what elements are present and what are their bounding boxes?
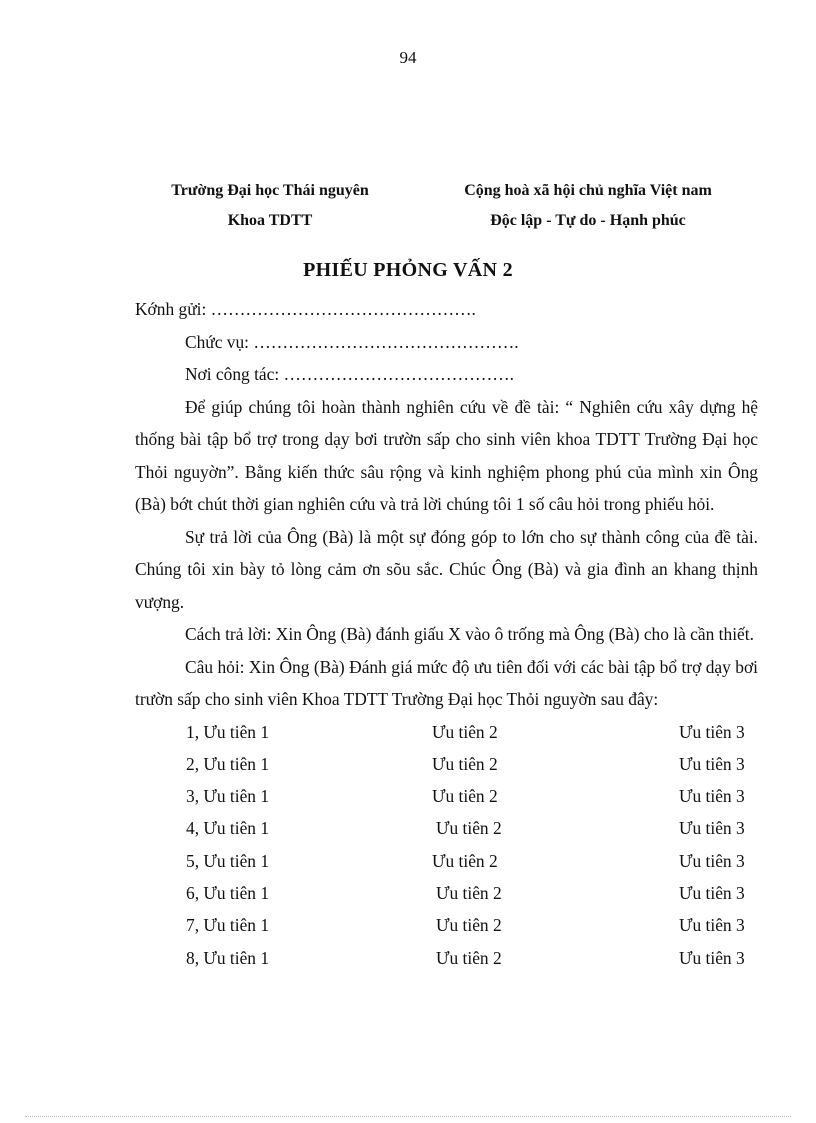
priority-1: 3, Ưu tiên 1 — [186, 786, 270, 807]
option-row — [135, 909, 758, 941]
paragraph-thanks: Sự trả lời của Ông (Bà) là một sự đóng góp to lớn cho sự thành công của đề tài. Chúng tôi xin bày tỏ lòng cảm ơn sõu sắc. Chúc Ông (Bà) và gia đình an khang thịnh vượng. — [135, 526, 758, 612]
paragraph-instructions: Cách trả lời: Xin Ông (Bà) đánh giấu X vào ô trống mà Ông (Bà) cho là cần thiết. — [185, 624, 754, 644]
national-title: Cộng hoà xã hội chủ nghĩa Việt nam — [464, 182, 712, 199]
option-row — [135, 942, 758, 974]
priority-3: Ưu tiên 3 — [679, 818, 745, 839]
field-workplace: Nơi công tác: …………………………………. — [185, 364, 514, 384]
priority-3: Ưu tiên 3 — [679, 947, 745, 968]
paragraph-intro: Để giúp chúng tôi hoàn thành nghiên cứu về đề tài: “ Nghiên cứu xây dựng hệ thống bài tập bổ trợ trong dạy bơi trườn sấp cho sinh viên khoa TDTT Trường Đại học Thỏi nguyờn”. Bằng kiến thức sâu rộng và kinh nghiệm phong phú của mình xin Ông (Bà) bớt chút thời gian nghiên cứu và trả lời chúng tôi 1 số câu hỏi trong phiếu hỏi. — [135, 396, 758, 514]
option-row — [135, 845, 758, 877]
priority-1: 7, Ưu tiên 1 — [186, 915, 270, 936]
field-position: Chức vụ: ………………………………………. — [185, 331, 519, 352]
page-bottom-divider — [25, 1116, 791, 1117]
priority-3: Ưu tiên 3 — [679, 753, 745, 774]
priority-2: Ưu tiên 2 — [432, 786, 498, 807]
priority-1: 8, Ưu tiên 1 — [186, 947, 270, 968]
priority-1: 4, Ưu tiên 1 — [186, 818, 270, 839]
field-recipient: Kớnh gửi: ………………………………………. — [135, 299, 476, 319]
option-row — [135, 877, 758, 909]
option-row — [135, 812, 758, 844]
priority-2: Ưu tiên 2 — [436, 818, 502, 839]
priority-options — [135, 716, 758, 974]
option-row — [135, 716, 758, 748]
priority-1: 1, Ưu tiên 1 — [186, 721, 270, 742]
priority-3: Ưu tiên 3 — [679, 850, 745, 871]
priority-3: Ưu tiên 3 — [679, 882, 745, 903]
priority-3: Ưu tiên 3 — [679, 915, 745, 936]
option-row — [135, 748, 758, 780]
paragraph-question: Câu hỏi: Xin Ông (Bà) Đánh giá mức độ ưu tiên đối với các bài tập bổ trợ dạy bơi trườn sấp cho sinh viên Khoa TDTT Trường Đại học Thỏi nguyờn sau đây: — [135, 656, 758, 709]
document-body — [135, 293, 758, 974]
priority-3: Ưu tiên 3 — [679, 721, 745, 742]
priority-1: 2, Ưu tiên 1 — [186, 753, 270, 774]
priority-1: 6, Ưu tiên 1 — [186, 882, 270, 903]
page-number: 94 — [399, 48, 417, 67]
option-row — [135, 780, 758, 812]
priority-2: Ưu tiên 2 — [432, 753, 498, 774]
document-title: PHIẾU PHỎNG VẤN 2 — [303, 259, 513, 281]
national-motto: Độc lập - Tự do - Hạnh phúc — [490, 212, 686, 229]
priority-2: Ưu tiên 2 — [432, 721, 498, 742]
priority-2: Ưu tiên 2 — [432, 850, 498, 871]
faculty-name: Khoa TDTT — [227, 212, 313, 229]
priority-2: Ưu tiên 2 — [436, 882, 502, 903]
priority-2: Ưu tiên 2 — [436, 947, 502, 968]
priority-2: Ưu tiên 2 — [436, 915, 502, 936]
priority-1: 5, Ưu tiên 1 — [186, 850, 270, 871]
university-name: Trường Đại học Thái nguyên — [171, 182, 369, 199]
header-left — [140, 176, 400, 236]
header-right — [428, 176, 748, 236]
priority-3: Ưu tiên 3 — [679, 786, 745, 807]
